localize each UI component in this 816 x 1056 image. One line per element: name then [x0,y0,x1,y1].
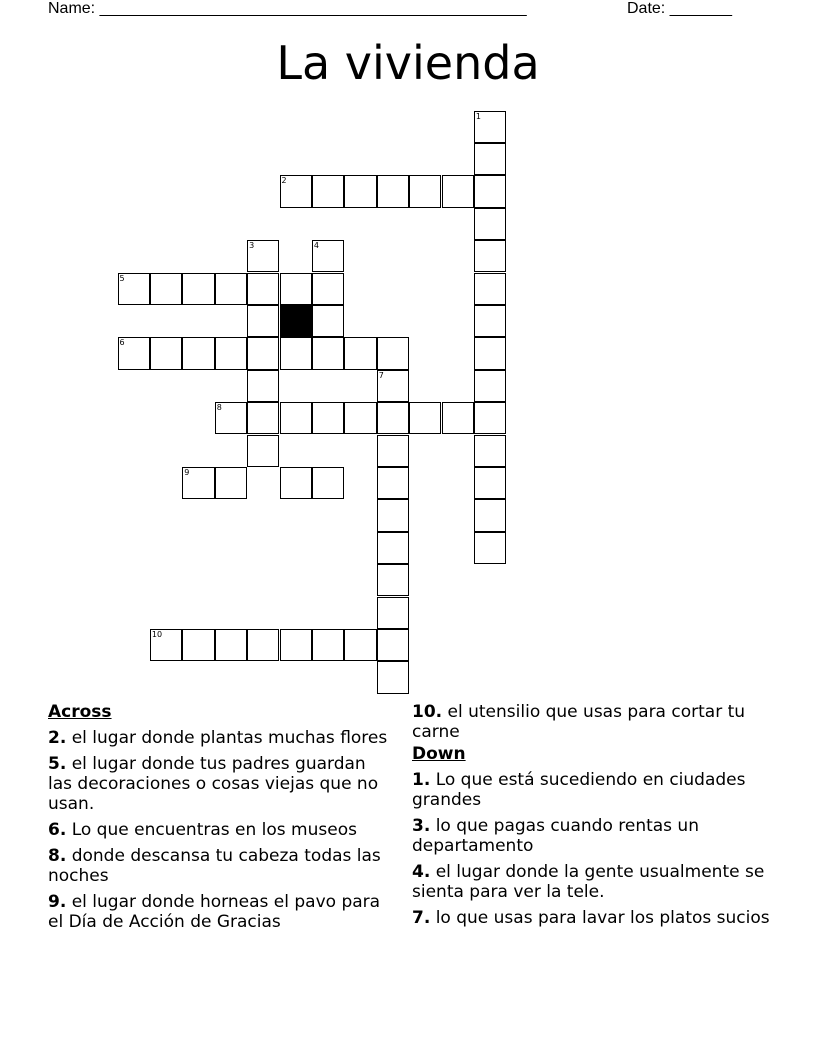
clue-number: 1 [475,111,481,121]
grid-cell [312,402,344,434]
grid-cell [150,337,182,369]
grid-cell [377,337,409,369]
grid-cell [377,175,409,207]
grid-cell [312,175,344,207]
grid-cell [474,337,506,369]
clue-down-4: 4. el lugar donde la gente usualmente se sienta para ver la tele. [412,862,765,902]
grid-cell [280,629,312,661]
grid-cell [150,273,182,305]
grid-cell [280,273,312,305]
clues-column-right [412,702,772,934]
grid-cell [215,467,247,499]
clue-number: 7 [378,370,384,380]
grid-cell [377,370,409,402]
clues-column-left [48,702,388,938]
grid-cell [312,273,344,305]
grid-cell [182,467,214,499]
grid-cell [344,629,376,661]
grid-cell [247,337,279,369]
grid-cell [474,208,506,240]
grid-cell [344,175,376,207]
grid-cell [247,305,279,337]
clue-across-8: 8. donde descansa tu cabeza todas las noches [48,846,381,886]
page-title: La vivienda [276,36,540,90]
grid-cell [280,467,312,499]
clue-number: 3 [249,241,255,251]
grid-cell [474,370,506,402]
grid-cell [377,597,409,629]
clue-number: 4 [313,241,319,251]
down-heading: Down [412,744,466,764]
grid-cell [182,273,214,305]
clue-across-10: 10. el utensilio que usas para cortar tu carne [412,702,746,742]
clue-number: 2 [281,176,287,186]
grid-cell [442,402,474,434]
grid-cell [474,240,506,272]
grid-cell [118,273,150,305]
grid-cell [247,273,279,305]
clue-down-1: 1. Lo que está sucediendo en ciudades grandes [412,770,746,810]
clue-across-5: 5. el lugar donde tus padres guardan las decoraciones o cosas viejas que no usan. [48,754,379,814]
grid-cell [377,402,409,434]
clue-across-9: 9. el lugar donde horneas el pavo para el Día de Acción de Gracias [48,892,381,932]
grid-cell [215,337,247,369]
grid-cell [377,629,409,661]
grid-cell [474,499,506,531]
grid-cell [182,629,214,661]
grid-cell [247,370,279,402]
clue-number: 9 [184,467,190,477]
grid-cell [377,467,409,499]
grid-cell [312,337,344,369]
grid-cell [280,402,312,434]
date-field-label: Date: _______ [627,0,732,17]
grid-cell [215,273,247,305]
clue-down-7: 7. lo que usas para lavar los platos sucios [412,908,770,928]
across-heading: Across [48,702,112,722]
grid-cell [247,402,279,434]
grid-cell [247,435,279,467]
black-cell [280,305,312,337]
clue-number: 10 [151,629,163,639]
grid-cell [247,240,279,272]
grid-cell [474,143,506,175]
grid-cell [474,435,506,467]
grid-cell [442,175,474,207]
grid-cell [247,629,279,661]
clue-across-6: 6. Lo que encuentras en los museos [48,820,357,840]
clue-number: 5 [119,273,125,283]
grid-cell [377,499,409,531]
grid-cell [474,273,506,305]
grid-cell [118,337,150,369]
grid-cell [150,629,182,661]
grid-cell [312,629,344,661]
grid-cell [312,240,344,272]
name-field-label: Name: ________________________________________________ [48,0,527,17]
grid-cell [409,402,441,434]
grid-cell [312,305,344,337]
grid-cell [377,435,409,467]
grid-cell [344,402,376,434]
grid-cell [377,532,409,564]
grid-cell [474,467,506,499]
grid-cell [215,402,247,434]
grid-cell [280,337,312,369]
grid-cell [182,337,214,369]
grid-cell [474,305,506,337]
grid-cell [474,402,506,434]
grid-cell [215,629,247,661]
grid-cell [377,661,409,693]
grid-cell [474,532,506,564]
grid-cell [280,175,312,207]
grid-cell [409,175,441,207]
clue-down-3: 3. lo que pagas cuando rentas un departamento [412,816,699,856]
grid-cell [377,564,409,596]
grid-cell [344,337,376,369]
clue-across-2: 2. el lugar donde plantas muchas flores [48,728,388,748]
clue-number: 6 [119,338,125,348]
grid-cell [474,111,506,143]
grid-cell [474,175,506,207]
grid-cell [312,467,344,499]
clue-number: 8 [216,403,222,413]
